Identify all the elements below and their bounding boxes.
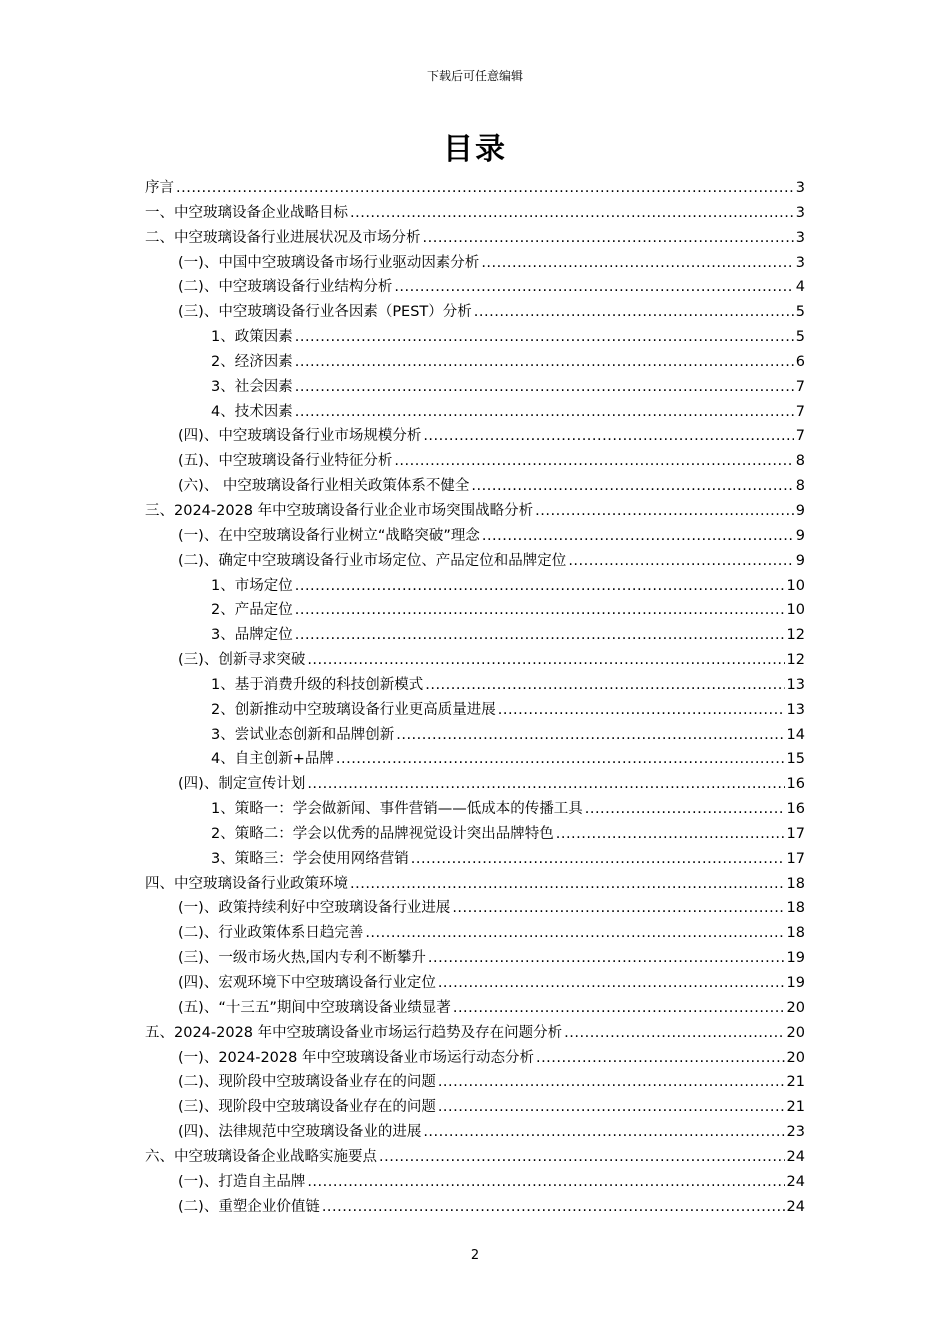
toc-entry-page: 18	[786, 900, 805, 917]
toc-entry-page: 9	[795, 527, 805, 544]
toc-dot-leader	[336, 747, 785, 772]
toc-entry[interactable]	[145, 623, 805, 648]
toc-dot-leader	[365, 921, 784, 946]
toc-entry-title: 四、中空玻璃设备行业政策环境	[145, 875, 348, 892]
toc-entry-title: 2、策略二：学会以优秀的品牌视觉设计突出品牌特色	[211, 825, 554, 842]
toc-entry-page: 7	[795, 428, 805, 445]
toc-entry-page: 18	[786, 925, 805, 942]
toc-entry[interactable]	[145, 251, 805, 276]
toc-entry[interactable]	[145, 375, 805, 400]
toc-entry-page: 17	[786, 850, 805, 867]
toc-entry-page: 10	[786, 577, 805, 594]
toc-entry[interactable]	[145, 1021, 805, 1046]
toc-entry-page: 7	[795, 378, 805, 395]
toc-entry-title: (五)、中空玻璃设备行业特征分析	[178, 453, 393, 470]
toc-entry[interactable]	[145, 1046, 805, 1071]
toc-dot-leader	[396, 723, 784, 748]
toc-entry-title: 三、2024-2028 年中空玻璃设备行业企业市场突围战略分析	[145, 502, 534, 519]
toc-entry-title: (六)、 中空玻璃设备行业相关政策体系不健全	[178, 478, 470, 495]
toc-dot-leader	[453, 996, 785, 1021]
toc-entry[interactable]	[145, 971, 805, 996]
toc-entry[interactable]	[145, 822, 805, 847]
toc-entry[interactable]	[145, 797, 805, 822]
toc-entry-title: (二)、确定中空玻璃设备行业市场定位、产品定位和品牌定位	[178, 552, 567, 569]
toc-entry[interactable]	[145, 747, 805, 772]
toc-dot-leader	[498, 698, 785, 723]
toc-entry[interactable]	[145, 424, 805, 449]
toc-entry-title: 二、中空玻璃设备行业进展状况及市场分析	[145, 229, 421, 246]
toc-entry-page: 24	[786, 1148, 805, 1165]
toc-entry-page: 21	[786, 1099, 805, 1116]
toc-entry[interactable]	[145, 723, 805, 748]
toc-dot-leader	[322, 1195, 785, 1220]
toc-entry[interactable]	[145, 524, 805, 549]
page-header: 下载后可任意编辑	[426, 69, 523, 83]
toc-entry-page: 23	[786, 1124, 805, 1141]
toc-entry-title: (二)、重塑企业价值链	[178, 1198, 320, 1215]
toc-entry-title: (三)、创新寻求突破	[178, 652, 306, 669]
toc-entry[interactable]	[145, 872, 805, 897]
toc-entry-title: (二)、行业政策体系日趋完善	[178, 925, 364, 942]
toc-dot-leader	[452, 896, 784, 921]
toc-entry-page: 16	[786, 776, 805, 793]
toc-entry[interactable]	[145, 1095, 805, 1120]
toc-dot-leader	[423, 226, 794, 251]
toc-entry-title: 2、创新推动中空玻璃设备行业更高质量进展	[211, 701, 496, 718]
table-of-contents	[145, 176, 805, 1219]
toc-dot-leader	[295, 623, 785, 648]
toc-entry-title: (一)、打造自主品牌	[178, 1173, 306, 1190]
toc-entry[interactable]	[145, 499, 805, 524]
toc-dot-leader	[481, 251, 793, 276]
toc-entry-title: (一)、政策持续利好中空玻璃设备行业进展	[178, 900, 451, 917]
toc-entry[interactable]	[145, 896, 805, 921]
toc-entry[interactable]	[145, 176, 805, 201]
toc-entry-page: 8	[795, 478, 805, 495]
toc-entry-title: (三)、中空玻璃设备行业各因素（PEST）分析	[178, 304, 472, 321]
toc-dot-leader	[379, 1145, 785, 1170]
toc-entry-title: (三)、现阶段中空玻璃设备业存在的问题	[178, 1099, 436, 1116]
toc-entry-page: 10	[786, 602, 805, 619]
toc-entry[interactable]	[145, 772, 805, 797]
toc-entry[interactable]	[145, 648, 805, 673]
toc-entry-title: 五、2024-2028 年中空玻璃设备业市场运行趋势及存在问题分析	[145, 1024, 563, 1041]
toc-entry-page: 5	[795, 304, 805, 321]
toc-entry-title: 2、经济因素	[211, 353, 293, 370]
toc-entry-page: 6	[795, 353, 805, 370]
toc-dot-leader	[295, 350, 794, 375]
toc-entry[interactable]	[145, 325, 805, 350]
toc-entry[interactable]	[145, 474, 805, 499]
toc-entry[interactable]	[145, 921, 805, 946]
toc-entry[interactable]	[145, 350, 805, 375]
toc-dot-leader	[394, 275, 793, 300]
toc-dot-leader	[568, 549, 793, 574]
toc-dot-leader	[438, 1095, 785, 1120]
toc-entry-page: 9	[795, 502, 805, 519]
toc-dot-leader	[295, 598, 785, 623]
toc-entry-page: 20	[786, 1024, 805, 1041]
toc-entry-title: 3、尝试业态创新和品牌创新	[211, 726, 395, 743]
toc-entry-title: (一)、在中空玻璃设备行业树立“战略突破”理念	[178, 527, 480, 544]
toc-entry-page: 9	[795, 552, 805, 569]
toc-dot-leader	[394, 449, 793, 474]
toc-entry-page: 8	[795, 453, 805, 470]
toc-dot-leader	[423, 1120, 784, 1145]
toc-dot-leader	[471, 474, 793, 499]
toc-dot-leader	[350, 872, 785, 897]
toc-entry[interactable]	[145, 1120, 805, 1145]
toc-entry-page: 15	[786, 751, 805, 768]
toc-entry-title: (三)、一级市场火热,国内专利不断攀升	[178, 950, 426, 967]
toc-dot-leader	[307, 648, 784, 673]
toc-entry-page: 21	[786, 1074, 805, 1091]
toc-entry-title: 3、社会因素	[211, 378, 293, 395]
toc-entry-page: 13	[786, 701, 805, 718]
toc-entry[interactable]	[145, 400, 805, 425]
page-number: 2	[470, 1248, 480, 1263]
toc-entry-page: 24	[786, 1198, 805, 1215]
toc-entry-title: 1、策略一：学会做新闻、事件营销——低成本的传播工具	[211, 801, 583, 818]
toc-entry-title: 六、中空玻璃设备企业战略实施要点	[145, 1148, 377, 1165]
toc-entry-page: 14	[786, 726, 805, 743]
toc-entry-page: 13	[786, 676, 805, 693]
toc-entry[interactable]	[145, 549, 805, 574]
toc-entry-title: 一、中空玻璃设备企业战略目标	[145, 204, 348, 221]
toc-entry[interactable]	[145, 574, 805, 599]
toc-entry-page: 3	[795, 180, 805, 196]
toc-dot-leader	[425, 673, 784, 698]
toc-entry[interactable]	[145, 275, 805, 300]
toc-entry[interactable]	[145, 1145, 805, 1170]
toc-entry-title: 序言	[145, 180, 174, 196]
toc-entry[interactable]	[145, 226, 805, 251]
toc-entry[interactable]	[145, 847, 805, 872]
toc-dot-leader	[428, 946, 785, 971]
toc-dot-leader	[556, 822, 785, 847]
toc-entry-page: 4	[795, 279, 805, 296]
toc-entry-page: 3	[795, 254, 805, 271]
toc-dot-leader	[438, 1070, 785, 1095]
toc-dot-leader	[438, 971, 785, 996]
toc-entry-title: (四)、法律规范中空玻璃设备业的进展	[178, 1124, 422, 1141]
toc-entry-page: 20	[786, 1049, 805, 1066]
toc-entry-page: 24	[786, 1173, 805, 1190]
toc-entry[interactable]	[145, 673, 805, 698]
toc-entry-page: 18	[786, 875, 805, 892]
toc-entry-page: 17	[786, 825, 805, 842]
toc-dot-leader	[295, 375, 794, 400]
toc-dot-leader	[411, 847, 785, 872]
toc-dot-leader	[482, 524, 794, 549]
toc-entry-title: (一)、2024-2028 年中空玻璃设备业市场运行动态分析	[178, 1049, 534, 1066]
toc-entry-page: 19	[786, 950, 805, 967]
toc-entry-title: (四)、宏观环境下中空玻璃设备行业定位	[178, 975, 436, 991]
toc-dot-leader	[295, 325, 794, 350]
toc-entry-title: 1、市场定位	[211, 577, 293, 594]
toc-entry-title: (二)、现阶段中空玻璃设备业存在的问题	[178, 1074, 436, 1091]
toc-dot-leader	[423, 424, 793, 449]
toc-dot-leader	[350, 201, 794, 226]
toc-dot-leader	[585, 797, 785, 822]
toc-entry-page: 16	[786, 801, 805, 818]
toc-entry-title: (四)、制定宣传计划	[178, 776, 306, 793]
toc-entry-title: 3、品牌定位	[211, 627, 293, 644]
toc-dot-leader	[176, 176, 794, 201]
toc-entry-title: 4、技术因素	[211, 403, 293, 420]
toc-entry-title: (五)、“十三五”期间中空玻璃设备业绩显著	[178, 999, 451, 1016]
toc-entry-title: 4、自主创新+品牌	[211, 751, 334, 768]
toc-entry[interactable]	[145, 946, 805, 971]
toc-entry-page: 19	[786, 975, 805, 991]
toc-dot-leader	[536, 1046, 785, 1071]
toc-dot-leader	[295, 400, 794, 425]
toc-entry-page: 5	[795, 329, 805, 346]
toc-entry-page: 3	[795, 229, 805, 246]
toc-dot-leader	[307, 1170, 784, 1195]
toc-entry[interactable]	[145, 1170, 805, 1195]
toc-dot-leader	[474, 300, 794, 325]
toc-entry-page: 12	[786, 627, 805, 644]
toc-entry[interactable]	[145, 300, 805, 325]
toc-entry-page: 12	[786, 652, 805, 669]
toc-entry-page: 3	[795, 204, 805, 221]
toc-entry-title: 3、策略三：学会使用网络营销	[211, 850, 409, 867]
toc-entry[interactable]	[145, 201, 805, 226]
toc-entry[interactable]	[145, 1195, 805, 1220]
page-title: 目录	[443, 132, 507, 167]
toc-entry[interactable]	[145, 996, 805, 1021]
toc-dot-leader	[307, 772, 784, 797]
toc-entry-page: 20	[786, 999, 805, 1016]
toc-entry[interactable]	[145, 449, 805, 474]
toc-entry-page: 7	[795, 403, 805, 420]
toc-entry[interactable]	[145, 598, 805, 623]
toc-entry-title: (一)、中国中空玻璃设备市场行业驱动因素分析	[178, 254, 480, 271]
toc-entry-title: (二)、中空玻璃设备行业结构分析	[178, 279, 393, 296]
toc-entry[interactable]	[145, 698, 805, 723]
toc-entry-title: 2、产品定位	[211, 602, 293, 619]
toc-entry-title: (四)、中空玻璃设备行业市场规模分析	[178, 428, 422, 445]
toc-dot-leader	[295, 574, 785, 599]
toc-dot-leader	[564, 1021, 784, 1046]
toc-entry-title: 1、基于消费升级的科技创新模式	[211, 676, 424, 693]
toc-entry[interactable]	[145, 1070, 805, 1095]
toc-dot-leader	[535, 499, 794, 524]
toc-entry-title: 1、政策因素	[211, 329, 293, 346]
